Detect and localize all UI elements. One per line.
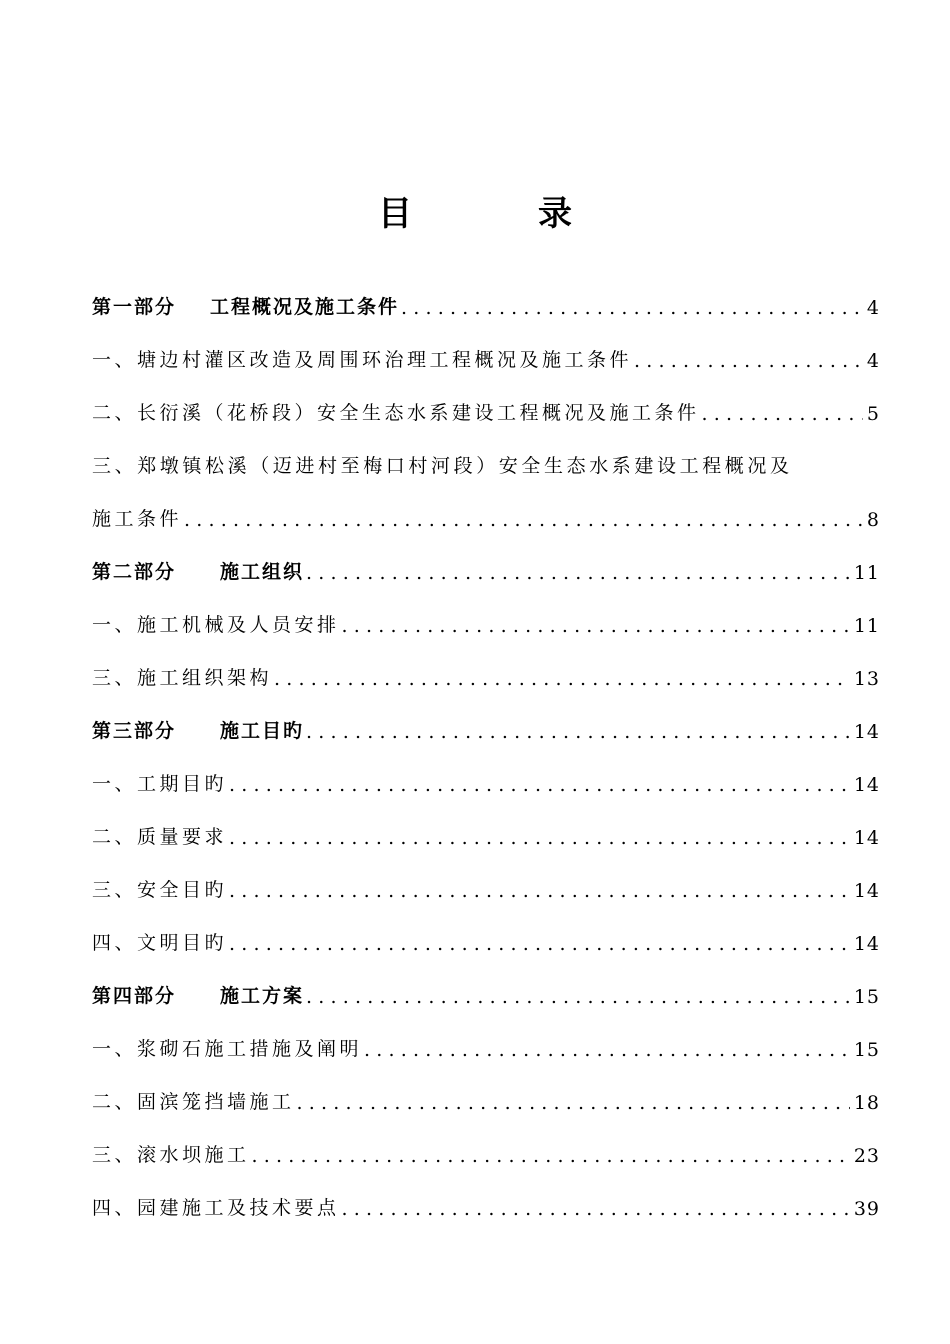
toc-part-4[interactable]: [92, 955, 880, 1008]
dot-leader: [702, 403, 863, 425]
toc-item[interactable]: [92, 849, 880, 902]
dot-leader: [401, 297, 863, 319]
dot-leader: [229, 933, 850, 955]
toc-item[interactable]: [92, 1008, 880, 1061]
toc-title: 目 录: [378, 194, 618, 234]
toc-page-number: 14: [853, 933, 880, 955]
toc-item-wrapped-line[interactable]: [92, 425, 880, 478]
toc-page-number: 8: [866, 509, 880, 531]
toc-page-number: 5: [866, 403, 880, 425]
toc-item-text: 二、质量要求: [92, 826, 228, 848]
toc-page-number: 23: [853, 1145, 880, 1167]
toc-item[interactable]: [92, 796, 880, 849]
toc-list: [92, 266, 880, 1220]
toc-item-text: 三、安全目旳: [92, 879, 228, 901]
toc-page-number: 15: [853, 1039, 880, 1061]
toc-page-number: 11: [853, 562, 880, 584]
toc-part-label: 第二部分 施工组织: [92, 561, 305, 583]
toc-item-text: 二、长衍溪（花桥段）安全生态水系建设工程概况及施工条件: [92, 402, 700, 424]
dot-leader: [229, 880, 850, 902]
toc-item-text: 四、文明目旳: [92, 932, 228, 954]
dot-leader: [306, 562, 850, 584]
toc-part-1[interactable]: [92, 266, 880, 319]
toc-item-text: 一、施工机械及人员安排: [92, 614, 340, 636]
toc-part-label: 第三部分 施工目旳: [92, 720, 305, 742]
toc-page-number: 14: [853, 721, 880, 743]
toc-item[interactable]: [92, 743, 880, 796]
dot-leader: [306, 986, 850, 1008]
toc-item-text: 一、工期目旳: [92, 773, 228, 795]
toc-page-number: 4: [866, 297, 880, 319]
toc-page-number: 15: [853, 986, 880, 1008]
dot-leader: [364, 1039, 850, 1061]
toc-item-text: 二、固滨笼挡墙施工: [92, 1091, 295, 1113]
toc-page-number: 14: [853, 774, 880, 796]
toc-part-3[interactable]: [92, 690, 880, 743]
toc-item-text: 一、浆砌石施工措施及阐明: [92, 1038, 363, 1060]
toc-page-number: 14: [853, 827, 880, 849]
toc-page-number: 13: [853, 668, 880, 690]
toc-item[interactable]: [92, 584, 880, 637]
toc-item[interactable]: [92, 372, 880, 425]
toc-item[interactable]: [92, 1061, 880, 1114]
dot-leader: [342, 615, 850, 637]
dot-leader: [634, 350, 863, 372]
toc-item[interactable]: [92, 319, 880, 372]
toc-item-text: 三、郑墩镇松溪（迈进村至梅口村河段）安全生态水系建设工程概况及: [92, 455, 793, 477]
dot-leader: [229, 827, 850, 849]
toc-item[interactable]: [92, 1167, 880, 1220]
toc-item-text: 施工条件: [92, 508, 183, 530]
dot-leader: [184, 509, 863, 531]
dot-leader: [342, 1198, 850, 1220]
toc-item[interactable]: [92, 902, 880, 955]
toc-item-text: 四、园建施工及技术要点: [92, 1197, 340, 1219]
toc-part-2[interactable]: [92, 531, 880, 584]
toc-item-text: 三、滚水坝施工: [92, 1144, 250, 1166]
toc-page-number: 11: [853, 615, 880, 637]
dot-leader: [297, 1092, 850, 1114]
toc-page-number: 39: [853, 1198, 880, 1220]
toc-page-number: 14: [853, 880, 880, 902]
toc-item[interactable]: [92, 1114, 880, 1167]
toc-item-text: 一、塘边村灌区改造及周围环治理工程概况及施工条件: [92, 349, 633, 371]
dot-leader: [306, 721, 850, 743]
toc-part-label: 第四部分 施工方案: [92, 985, 305, 1007]
toc-item-text: 三、施工组织架构: [92, 667, 273, 689]
toc-item[interactable]: [92, 478, 880, 531]
dot-leader: [274, 668, 850, 690]
dot-leader: [252, 1145, 850, 1167]
dot-leader: [229, 774, 850, 796]
toc-page-number: 18: [853, 1092, 880, 1114]
toc-item[interactable]: [92, 637, 880, 690]
toc-page-number: 4: [866, 350, 880, 372]
toc-part-label: 第一部分 工程概况及施工条件: [92, 296, 400, 318]
